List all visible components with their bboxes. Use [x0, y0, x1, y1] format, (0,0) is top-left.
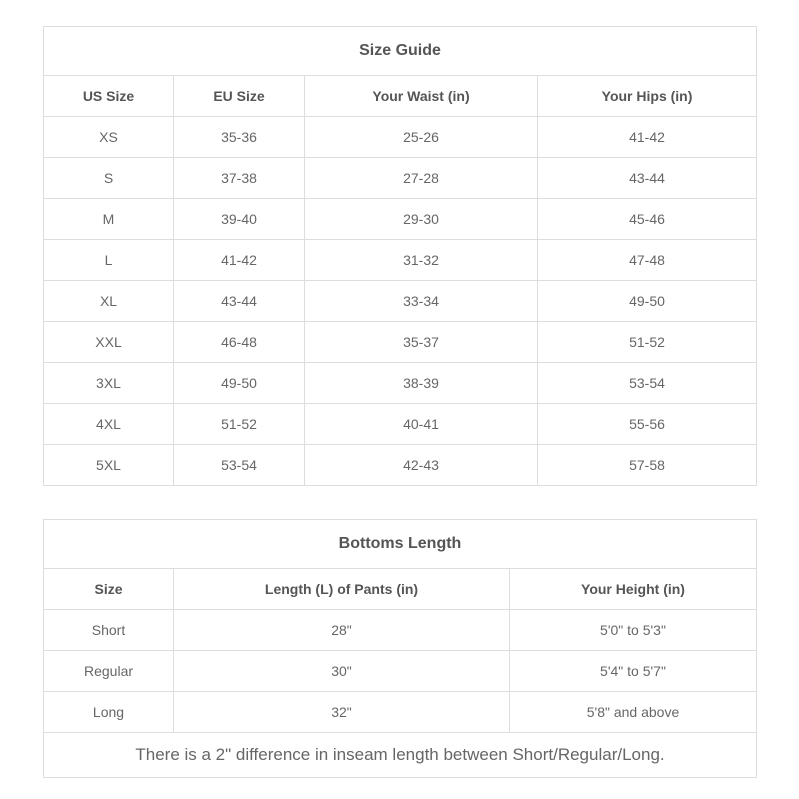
column-header-height: Your Height (in) — [510, 569, 757, 610]
eu-size-cell: 41-42 — [174, 240, 305, 281]
pants-length-cell: 32" — [174, 692, 510, 733]
pants-length-cell: 30" — [174, 651, 510, 692]
length-size-cell: Regular — [44, 651, 174, 692]
hips-cell: 49-50 — [538, 281, 757, 322]
table-row — [44, 322, 757, 363]
bottoms-length-table — [43, 519, 757, 778]
column-header-hips: Your Hips (in) — [538, 76, 757, 117]
table-row — [44, 363, 757, 404]
waist-cell: 40-41 — [305, 404, 538, 445]
height-cell: 5'8" and above — [510, 692, 757, 733]
us-size-cell: S — [44, 158, 174, 199]
us-size-cell: M — [44, 199, 174, 240]
table-row — [44, 281, 757, 322]
column-header-eu-size: EU Size — [174, 76, 305, 117]
waist-cell: 27-28 — [305, 158, 538, 199]
note-row — [44, 733, 757, 778]
hips-cell: 57-58 — [538, 445, 757, 486]
table-row — [44, 692, 757, 733]
bottoms-length-header-row — [44, 569, 757, 610]
table-row — [44, 404, 757, 445]
us-size-cell: XL — [44, 281, 174, 322]
size-guide-title: Size Guide — [44, 27, 757, 76]
hips-cell: 41-42 — [538, 117, 757, 158]
waist-cell: 42-43 — [305, 445, 538, 486]
table-row — [44, 158, 757, 199]
column-header-waist: Your Waist (in) — [305, 76, 538, 117]
waist-cell: 29-30 — [305, 199, 538, 240]
hips-cell: 51-52 — [538, 322, 757, 363]
column-header-size: Size — [44, 569, 174, 610]
inseam-note: There is a 2" difference in inseam length between Short/Regular/Long. — [44, 733, 757, 778]
table-row — [44, 199, 757, 240]
waist-cell: 31-32 — [305, 240, 538, 281]
hips-cell: 45-46 — [538, 199, 757, 240]
bottoms-length-title-row — [44, 520, 757, 569]
table-row — [44, 117, 757, 158]
bottoms-length-title: Bottoms Length — [44, 520, 757, 569]
eu-size-cell: 49-50 — [174, 363, 305, 404]
eu-size-cell: 37-38 — [174, 158, 305, 199]
pants-length-cell: 28" — [174, 610, 510, 651]
eu-size-cell: 35-36 — [174, 117, 305, 158]
length-size-cell: Short — [44, 610, 174, 651]
height-cell: 5'0" to 5'3" — [510, 610, 757, 651]
hips-cell: 47-48 — [538, 240, 757, 281]
size-guide-table — [43, 26, 757, 486]
eu-size-cell: 39-40 — [174, 199, 305, 240]
hips-cell: 43-44 — [538, 158, 757, 199]
waist-cell: 33-34 — [305, 281, 538, 322]
table-row — [44, 610, 757, 651]
us-size-cell: L — [44, 240, 174, 281]
table-row — [44, 445, 757, 486]
length-size-cell: Long — [44, 692, 174, 733]
us-size-cell: 3XL — [44, 363, 174, 404]
waist-cell: 25-26 — [305, 117, 538, 158]
table-row — [44, 651, 757, 692]
eu-size-cell: 53-54 — [174, 445, 305, 486]
column-header-pants-length: Length (L) of Pants (in) — [174, 569, 510, 610]
hips-cell: 53-54 — [538, 363, 757, 404]
us-size-cell: 4XL — [44, 404, 174, 445]
us-size-cell: 5XL — [44, 445, 174, 486]
table-row — [44, 240, 757, 281]
column-header-us-size: US Size — [44, 76, 174, 117]
height-cell: 5'4" to 5'7" — [510, 651, 757, 692]
size-guide-title-row — [44, 27, 757, 76]
eu-size-cell: 46-48 — [174, 322, 305, 363]
waist-cell: 38-39 — [305, 363, 538, 404]
eu-size-cell: 43-44 — [174, 281, 305, 322]
eu-size-cell: 51-52 — [174, 404, 305, 445]
hips-cell: 55-56 — [538, 404, 757, 445]
us-size-cell: XXL — [44, 322, 174, 363]
waist-cell: 35-37 — [305, 322, 538, 363]
size-guide-header-row — [44, 76, 757, 117]
us-size-cell: XS — [44, 117, 174, 158]
